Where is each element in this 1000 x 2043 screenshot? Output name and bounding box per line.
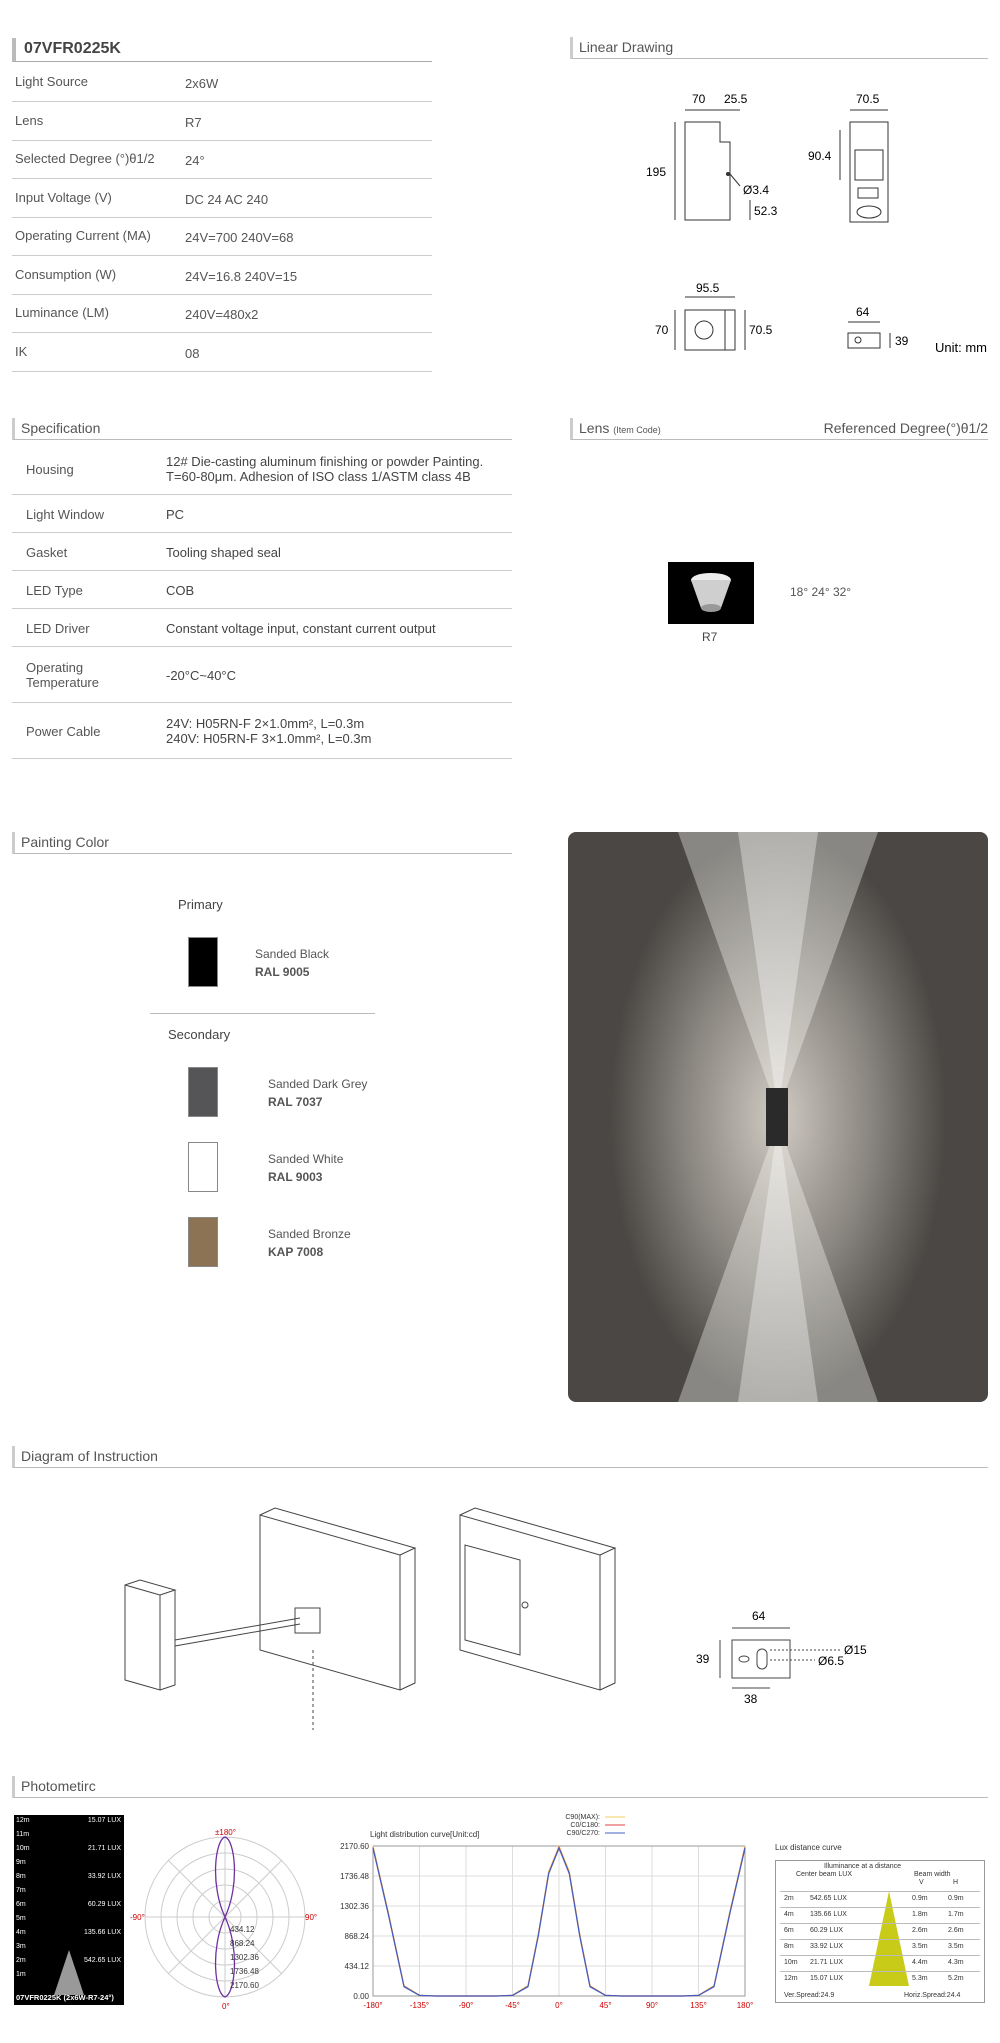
lux-cone-panel [14, 1815, 124, 2005]
lux-row-distance: 6m [784, 1927, 794, 1934]
lux-distance-label: 1m [16, 1971, 26, 1978]
spec-value: PC [166, 506, 185, 522]
swatch-white [188, 1142, 218, 1192]
prop-value: 08 [185, 345, 200, 361]
spec-row [12, 571, 512, 609]
dim-dia-3-4: Ø3.4 [743, 183, 770, 197]
y-tick-label: 434.12 [344, 1962, 369, 1971]
lux-distance-label: 11m [16, 1831, 30, 1838]
lux-row-value: 15.07 LUX [810, 1975, 844, 1982]
prop-value: DC 24 AC 240 [185, 191, 269, 207]
legend-label: C0/C180: [570, 1822, 600, 1829]
lux-table-row [780, 1955, 980, 1970]
lux-row-v: 4.4m [912, 1959, 928, 1966]
lux-caption: 07VFR0225K (2x6W-R7-24°) [16, 1993, 114, 2002]
lux-value-label: 542.65 LUX [84, 1957, 121, 1964]
x-tick-label: 0° [555, 2001, 563, 2010]
secondary-label: Secondary [168, 1027, 231, 1042]
lux-head-v: V [919, 1879, 924, 1886]
lux-value-label: 21.71 LUX [87, 1845, 121, 1852]
unit-label: Unit: mm [935, 340, 987, 355]
lux-distance-label: 7m [16, 1887, 26, 1894]
prop-row [12, 64, 432, 102]
color-white: Sanded White RAL 9003 [268, 1152, 344, 1184]
dim-195: 195 [646, 165, 667, 179]
lens-referenced-degree: Referenced Degree(°)θ1/2 [823, 420, 988, 436]
lens-subtitle: (Item Code) [613, 425, 661, 435]
spec-key: LED Type [26, 582, 83, 598]
prop-row [12, 141, 432, 179]
polar-chart [130, 1825, 320, 2010]
spec-key: Housing [26, 461, 74, 477]
prop-key: Lens [15, 112, 44, 128]
prop-key: Selected Degree (°)θ1/2 [15, 151, 155, 166]
lux-row-v: 5.3m [912, 1975, 928, 1982]
prop-value: 24V=16.8 240V=15 [185, 268, 298, 284]
lux-row-distance: 2m [784, 1895, 794, 1902]
x-tick-label: 45° [599, 2001, 612, 2010]
dim-90-4: 90.4 [808, 149, 832, 163]
product-photo [568, 832, 988, 1402]
prop-row [12, 295, 432, 333]
lux-distance-label: 2m [16, 1957, 26, 1964]
y-tick-label: 0.00 [353, 1992, 369, 2001]
lens-image [668, 562, 754, 624]
lux-head1: Illuminance at a distance [824, 1863, 902, 1870]
lux-table [775, 1860, 985, 2003]
photometric-title: Photometirc [12, 1776, 988, 1798]
lux-distance-label: 12m [16, 1817, 30, 1824]
inst-dim-39: 39 [696, 1652, 710, 1666]
swatch-dark-grey [188, 1067, 218, 1117]
lux-row-value: 21.71 LUX [810, 1959, 844, 1966]
lux-distance-label: 3m [16, 1943, 26, 1950]
lux-value-label: 135.66 LUX [84, 1929, 121, 1936]
lux-distance-label: 4m [16, 1929, 26, 1936]
x-tick-label: -135° [409, 2001, 430, 2010]
lux-row-h: 4.3m [948, 1959, 964, 1966]
lux-row-distance: 8m [784, 1943, 794, 1950]
ver-spread: Ver.Spread:24.9 [784, 1992, 835, 1999]
linear-drawing-title: Linear Drawing [570, 37, 988, 59]
lux-value-label: 33.92 LUX [87, 1873, 121, 1880]
x-tick-label: -180° [363, 2001, 383, 2010]
y-tick-label: 1736.48 [340, 1872, 369, 1881]
lux-head-h: H [953, 1879, 959, 1886]
dim-70: 70 [692, 92, 706, 106]
lux-row-distance: 12m [784, 1975, 798, 1982]
x-tick-label: -90° [458, 2001, 474, 2010]
inst-dim-dia-15: Ø15 [844, 1643, 867, 1657]
prop-key: Input Voltage (V) [15, 189, 112, 205]
x-tick-label: 180° [736, 2001, 754, 2010]
dim-70-5-side: 70.5 [749, 323, 773, 337]
lens-label: Lens [579, 420, 610, 436]
spec-value: COB [166, 582, 195, 598]
lux-row-h: 5.2m [948, 1975, 964, 1982]
lens-degrees: 18° 24° 32° [790, 585, 852, 599]
spec-row [12, 647, 512, 703]
spec-row [12, 533, 512, 571]
legend-label: C90/C270: [566, 1830, 600, 1837]
prop-row [12, 334, 432, 372]
lux-row-v: 1.8m [912, 1911, 928, 1918]
inst-dim-dia-6-5: Ø6.5 [818, 1654, 845, 1668]
lux-distance-title: Lux distance curve [775, 1843, 842, 1852]
prop-key: Light Source [15, 74, 88, 89]
dim-25-5: 25.5 [724, 92, 748, 106]
lux-row-value: 542.65 LUX [810, 1895, 847, 1902]
x-tick-label: 135° [690, 2001, 707, 2010]
polar-top: ±180° [215, 1828, 236, 1837]
x-tick-label: -45° [505, 2001, 520, 2010]
spec-key: LED Driver [26, 620, 90, 636]
prop-row [12, 180, 432, 218]
lux-value-label: 60.29 LUX [87, 1901, 121, 1908]
lux-table-row [780, 1971, 980, 1986]
polar-left: -90° [130, 1913, 145, 1922]
spec-value: -20°C~40°C [166, 667, 237, 683]
y-tick-label: 2170.60 [340, 1842, 369, 1851]
prop-key: Operating Current (MA) [15, 228, 151, 243]
lux-distance-label: 9m [16, 1859, 26, 1866]
lux-table-row [780, 1923, 980, 1938]
lux-row-distance: 4m [784, 1911, 794, 1918]
lens-name: R7 [702, 630, 718, 644]
legend-label: C90(MAX): [565, 1814, 600, 1821]
prop-value: R7 [185, 114, 202, 130]
spec-row [12, 609, 512, 647]
lux-distance-label: 6m [16, 1901, 26, 1908]
spec-key: Gasket [26, 544, 68, 560]
lux-row-value: 135.66 LUX [810, 1911, 847, 1918]
spec-key: Operating Temperature [26, 660, 99, 690]
lux-distance-label: 5m [16, 1915, 26, 1922]
lux-value-label: 15.07 LUX [87, 1817, 121, 1824]
polar-v4: 2170.60 [230, 1981, 259, 1990]
spec-value: 24V: H05RN-F 2×1.0mm², L=0.3m 240V: H05RN-F 3×1.0mm², L=0.3m [166, 716, 372, 746]
dim-52-3: 52.3 [754, 204, 778, 218]
spec-key: Power Cable [26, 723, 101, 739]
swatch-black [188, 937, 218, 987]
spec-value: 12# Die-casting aluminum finishing or powder Painting. T=60-80μm. Adhesion of ISO class 1/ASTM class 4B [166, 454, 484, 484]
prop-row [12, 257, 432, 295]
y-tick-label: 1302.36 [340, 1902, 369, 1911]
prop-row [12, 103, 432, 141]
lux-distance-label: 10m [16, 1845, 30, 1852]
dim-64: 64 [856, 305, 870, 319]
spec-row [12, 703, 512, 759]
spec-value: Tooling shaped seal [166, 544, 281, 560]
spec-key: Light Window [26, 506, 105, 522]
spec-value: Constant voltage input, constant current output [166, 620, 436, 636]
lens-title [570, 418, 988, 440]
polar-right: 90° [305, 1913, 318, 1922]
prop-value: 2x6W [185, 76, 219, 91]
product-code: 07VFR0225K [12, 38, 432, 62]
polar-v2: 1302.36 [230, 1953, 259, 1962]
instruction-diagram [120, 1500, 880, 1740]
inst-dim-64: 64 [752, 1609, 766, 1623]
dim-95-5: 95.5 [696, 281, 720, 295]
chart-title: Light distribution curve[Unit:cd] [370, 1830, 480, 1839]
lux-row-value: 60.29 LUX [810, 1927, 844, 1934]
x-tick-label: 90° [645, 2001, 659, 2010]
lux-row-v: 0.9m [912, 1895, 928, 1902]
lux-row-v: 3.5m [912, 1943, 928, 1950]
lux-head2: Center beam LUX [796, 1871, 853, 1878]
polar-bottom: 0° [222, 2002, 230, 2010]
prop-key: Luminance (LM) [15, 305, 109, 320]
color-black: Sanded Black RAL 9005 [255, 947, 330, 979]
polar-v1: 868.24 [230, 1939, 255, 1948]
divider [150, 1013, 375, 1014]
swatch-bronze [188, 1217, 218, 1267]
lux-row-h: 2.6m [948, 1927, 964, 1934]
dim-70-5-top: 70.5 [856, 92, 880, 106]
spec-row [12, 495, 512, 533]
prop-key: Consumption (W) [15, 266, 117, 282]
lux-row-distance: 10m [784, 1959, 798, 1966]
lux-table-row [780, 1891, 980, 1906]
lux-row-h: 0.9m [948, 1895, 964, 1902]
dim-70-side: 70 [655, 323, 669, 337]
specification-title: Specification [12, 418, 512, 440]
prop-row [12, 218, 432, 256]
lux-table-row [780, 1907, 980, 1922]
spec-row [12, 443, 512, 495]
y-tick-label: 868.24 [344, 1932, 369, 1941]
lux-row-h: 3.5m [948, 1943, 964, 1950]
hor-spread: Horiz.Spread:24.4 [904, 1992, 961, 1999]
inst-dim-38: 38 [744, 1692, 758, 1706]
polar-v0: 434.12 [230, 1925, 255, 1934]
lux-row-h: 1.7m [948, 1911, 964, 1918]
prop-key: IK [15, 343, 28, 359]
lux-distance-label: 8m [16, 1873, 26, 1880]
instruction-title: Diagram of Instruction [12, 1446, 988, 1468]
polar-v3: 1736.48 [230, 1967, 259, 1976]
dim-39: 39 [895, 334, 909, 348]
primary-label: Primary [178, 897, 223, 912]
light-distribution-chart [325, 1808, 755, 2013]
lux-table-row [780, 1939, 980, 1954]
lux-row-v: 2.6m [912, 1927, 928, 1934]
color-bronze: Sanded Bronze KAP 7008 [268, 1227, 351, 1259]
linear-drawing [640, 90, 1000, 360]
prop-value: 24° [185, 153, 205, 168]
prop-value: 24V=700 240V=68 [185, 230, 294, 245]
painting-color-title: Painting Color [12, 832, 512, 854]
lux-head3: Beam width [914, 1871, 951, 1878]
color-dark-grey: Sanded Dark Grey RAL 7037 [268, 1077, 368, 1109]
lux-row-value: 33.92 LUX [810, 1943, 844, 1950]
prop-value: 240V=480x2 [185, 307, 259, 322]
